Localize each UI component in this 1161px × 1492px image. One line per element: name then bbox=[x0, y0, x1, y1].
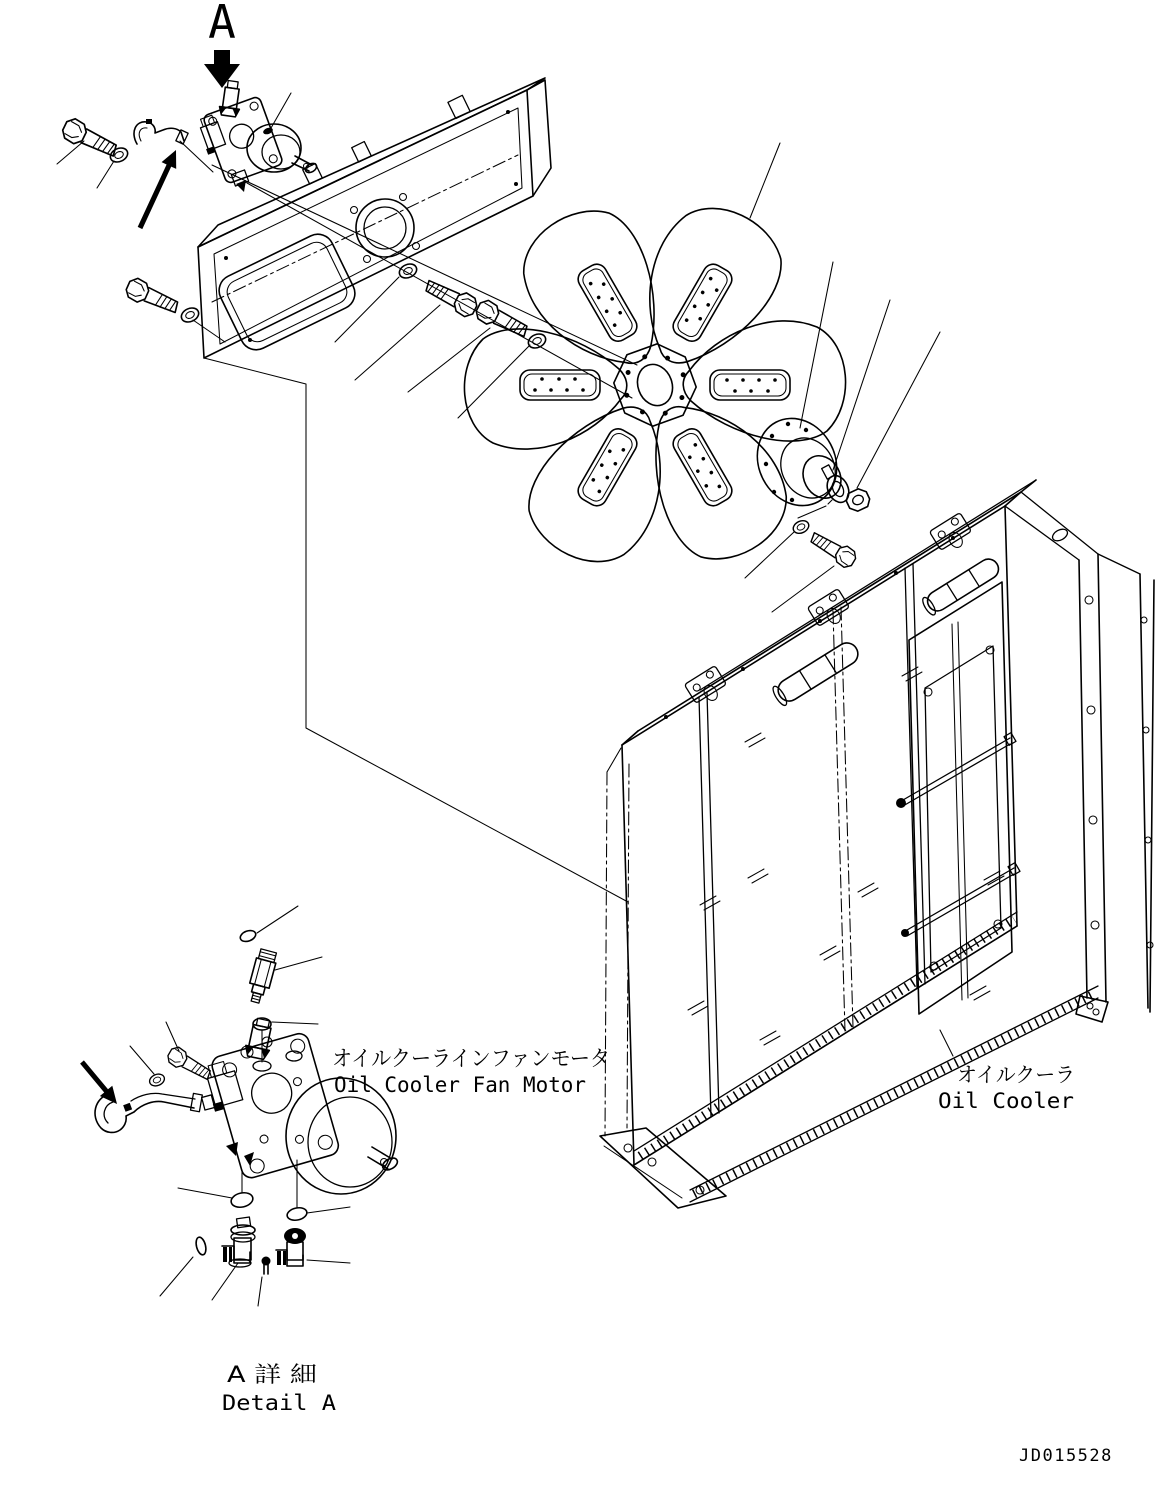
view-arrow-marker bbox=[204, 0, 240, 88]
down-arrow-icon bbox=[204, 50, 240, 88]
oil-cooler-label-en: Oil Cooler bbox=[938, 1089, 1074, 1113]
washer bbox=[791, 518, 811, 535]
lock-washer bbox=[823, 472, 853, 506]
cooling-fan bbox=[389, 121, 921, 648]
o-ring bbox=[239, 929, 257, 944]
labels bbox=[222, 1047, 1113, 1466]
pointer-arrow-icon bbox=[138, 150, 177, 229]
o-ring bbox=[230, 1191, 254, 1209]
leader-lines bbox=[57, 93, 953, 1306]
mounting-bolts bbox=[59, 116, 547, 351]
fan-motor-detail bbox=[95, 1017, 399, 1194]
pressure-sensor bbox=[245, 948, 278, 1004]
pointer-arrow-icon bbox=[80, 1060, 117, 1104]
fan-motor-top bbox=[134, 80, 318, 192]
washer bbox=[179, 305, 201, 324]
detail-title-jp: A 詳 細 bbox=[227, 1363, 317, 1388]
o-ring-small bbox=[194, 1236, 207, 1256]
oil-cooler-label-jp: オイルクーラ bbox=[957, 1063, 1075, 1087]
elbow-fitting bbox=[276, 1228, 306, 1266]
fan-hub-plate bbox=[606, 336, 703, 433]
fan-motor-label-jp: オイルクーラインファンモータ bbox=[332, 1047, 610, 1072]
bolt bbox=[165, 1045, 214, 1084]
washer bbox=[148, 1072, 166, 1088]
pin-plug bbox=[262, 1257, 271, 1275]
detail-title-en: Detail A bbox=[222, 1391, 337, 1415]
elbow-fitting bbox=[222, 1217, 255, 1267]
drawing-number: JD015528 bbox=[1019, 1446, 1113, 1466]
bolt bbox=[807, 528, 859, 570]
cooler-tube bbox=[771, 639, 862, 707]
view-marker-letter: A bbox=[208, 0, 236, 49]
bolt bbox=[473, 298, 531, 342]
detail-fittings bbox=[148, 929, 308, 1274]
bolt bbox=[123, 276, 181, 318]
fan-motor-label-en: Oil Cooler Fan Motor bbox=[334, 1073, 586, 1097]
